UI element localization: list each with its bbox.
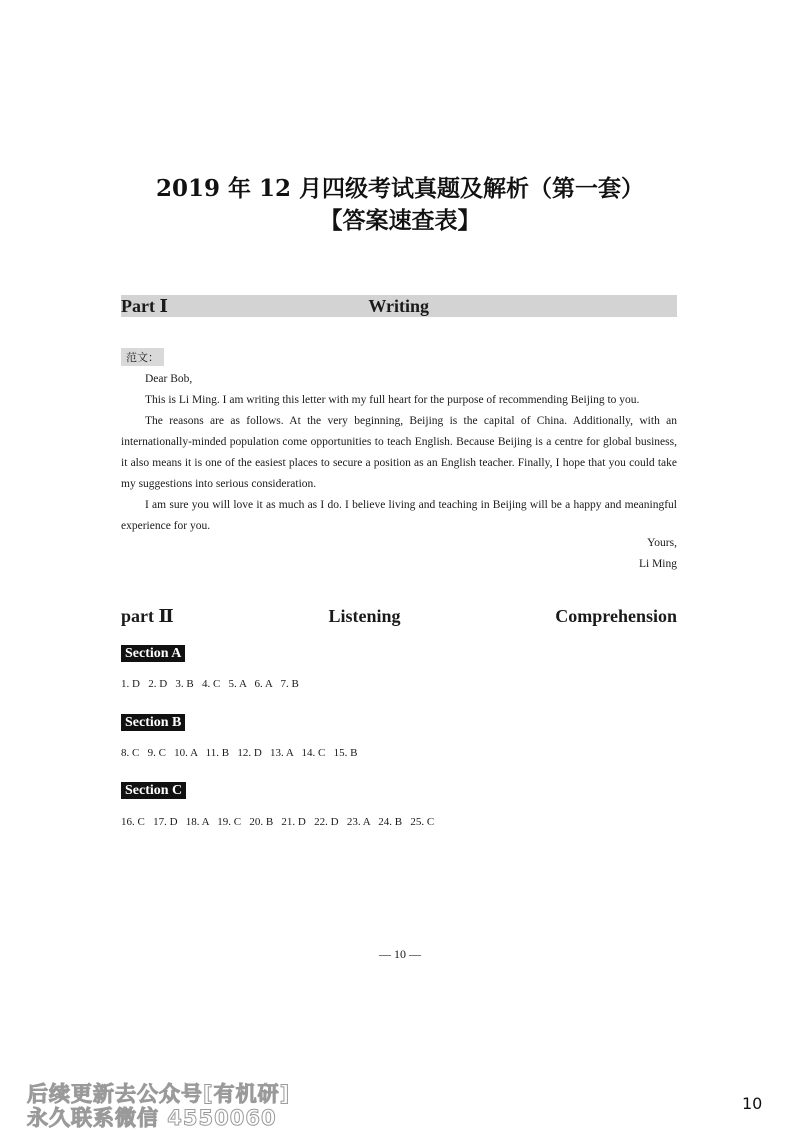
section-a-answers: 1. D 2. D 3. B 4. C 5. A 6. A 7. B [121, 678, 299, 690]
letter-paragraph: I am sure you will love it as much as I do. I believe living and teaching in Beijing will be a happy and meaningful experience for you. [121, 499, 677, 532]
letter-greeting: Dear Bob, [145, 373, 193, 385]
watermark-line-2: 永久联系微信 4550060 [27, 1106, 277, 1130]
sample-essay-tag: 范文： [121, 348, 164, 366]
letter-paragraph: This is Li Ming. I am writing this letter with my full heart for the purpose of recommending Beijing to you. [145, 394, 640, 406]
letter-signature: Li Ming [638, 558, 677, 570]
part-1-name: Writing [368, 295, 429, 316]
watermark-line-1: 后续更新去公众号[有机研] [27, 1082, 291, 1106]
section-c-label: Section C [121, 782, 186, 799]
letter-closing: Yours, [647, 537, 677, 549]
part-2-header [121, 605, 677, 627]
part-1-label: Part Ⅰ [121, 295, 168, 316]
section-b-label: Section B [121, 714, 185, 731]
section-c-answers: 16. C 17. D 18. A 19. C 20. B 21. D 22. D 23. A 24. B 25. C [121, 816, 435, 828]
part-1-header [121, 295, 677, 317]
corner-page-number: 10 [742, 1094, 763, 1113]
page-title: 2019 年 12 月四级考试真题及解析（第一套） [155, 175, 645, 202]
page-number: — 10 — [379, 947, 421, 961]
part-2-label: part Ⅱ [121, 605, 174, 626]
section-b-answers: 8. C 9. C 10. A 11. B 12. D 13. A 14. C 15. B [121, 747, 358, 759]
page-subtitle: 【答案速查表】 [319, 207, 481, 234]
section-a-label: Section A [121, 645, 185, 662]
part-2-name-word2: Comprehension [555, 605, 677, 626]
part-2-name-word1: Listening [328, 605, 401, 626]
letter-paragraph: The reasons are as follows. At the very beginning, Beijing is the capital of China. Additionally, with an internationally-minded population come opportunities to teach English. Because Beijing is a centre for global business, it also means it is one of the easiest places to secure a position as an English teacher. Finally, I hope that you could take my suggestions into serious consideration. [121, 415, 677, 490]
